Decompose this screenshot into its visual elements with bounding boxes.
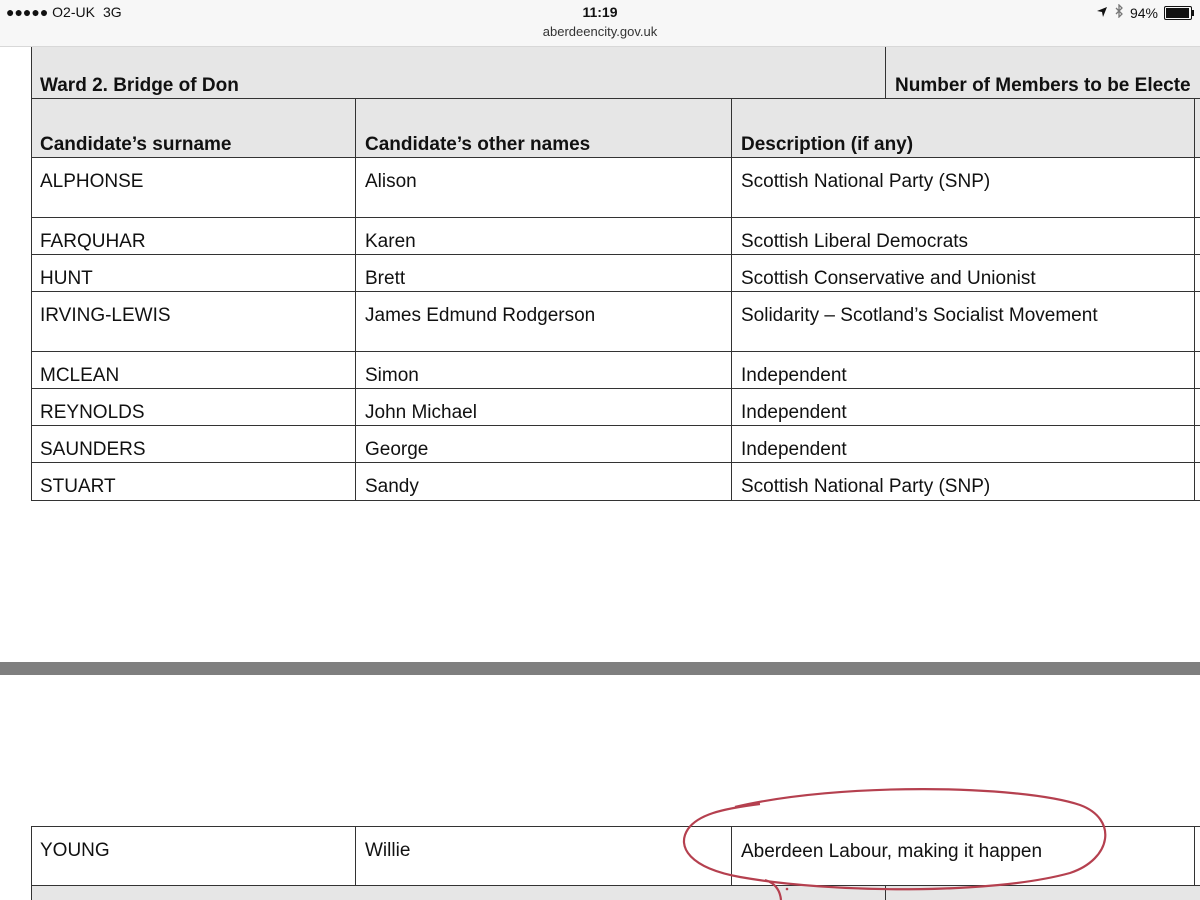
table-row-description: Scottish National Party (SNP)	[741, 476, 991, 497]
table-row-surname: SAUNDERS	[40, 439, 146, 460]
table-row-description: Scottish National Party (SNP)	[741, 171, 991, 192]
table-row-surname: ALPHONSE	[40, 171, 144, 192]
status-bar	[0, 0, 1200, 47]
table-row-surname: MCLEAN	[40, 365, 120, 386]
battery-percent: 94%	[1129, 4, 1158, 21]
address-bar-url[interactable]: aberdeencity.gov.uk	[542, 24, 658, 39]
row-divider	[31, 826, 1200, 827]
table-row-surname: STUART	[40, 476, 116, 497]
table-row-other-names: Alison	[365, 171, 417, 192]
table-row-surname: YOUNG	[40, 840, 110, 861]
carrier-name: ●●●●● O2-UK	[6, 4, 95, 20]
header-description: Description (if any)	[741, 134, 914, 155]
row-divider	[31, 157, 1200, 158]
row-divider	[31, 351, 1200, 352]
row-divider	[31, 291, 1200, 292]
header-surname: Candidate’s surname	[40, 134, 232, 155]
clock: 11:19	[582, 4, 618, 20]
bluetooth-icon	[1114, 4, 1124, 21]
table-row-description: Aberdeen Labour, making it happen	[741, 841, 1043, 862]
status-icons	[1096, 4, 1192, 21]
row-divider	[31, 425, 1200, 426]
table-row-surname: IRVING-LEWIS	[40, 305, 171, 326]
column-divider	[731, 826, 732, 886]
ward-title: Ward 2. Bridge of Don	[40, 75, 239, 96]
network-type: 3G	[102, 4, 122, 20]
battery-level-fill	[1166, 8, 1189, 18]
table-border-bottom	[31, 500, 1200, 501]
table-row-other-names: Sandy	[365, 476, 419, 497]
table-row-other-names: Willie	[365, 840, 411, 861]
handwritten-circle-annotation	[0, 47, 1200, 900]
row-divider	[31, 217, 1200, 218]
table-row-description: Independent	[741, 439, 847, 460]
table-row-description: Independent	[741, 402, 847, 423]
table-row-other-names: James Edmund Rodgerson	[365, 305, 596, 326]
table-row-other-names: George	[365, 439, 429, 460]
row-divider	[31, 98, 1200, 99]
column-divider	[731, 98, 732, 501]
table-row-description: Solidarity – Scotland’s Socialist Movement	[741, 305, 1098, 326]
column-divider	[1194, 98, 1195, 501]
battery-icon	[1164, 6, 1192, 20]
table-row-other-names: John Michael	[365, 402, 477, 423]
table-row-other-names: Simon	[365, 365, 419, 386]
table-row-other-names: Karen	[365, 231, 416, 252]
members-to-be-elected-label: Number of Members to be Electe	[895, 75, 1191, 96]
column-divider	[885, 886, 886, 900]
column-divider	[355, 826, 356, 886]
row-divider	[31, 388, 1200, 389]
column-divider	[355, 98, 356, 501]
location-arrow-icon	[1096, 5, 1108, 21]
row-divider	[31, 254, 1200, 255]
column-divider	[1194, 826, 1195, 886]
table-row-description: Independent	[741, 365, 847, 386]
table-row-other-names: Brett	[365, 268, 406, 289]
table-row-surname: FARQUHAR	[40, 231, 146, 252]
table-row-description: Scottish Conservative and Unionist	[741, 268, 1036, 289]
table-row-surname: REYNOLDS	[40, 402, 145, 423]
table-row-description: Scottish Liberal Democrats	[741, 231, 969, 252]
table-border-left	[31, 47, 32, 501]
table-row-surname: HUNT	[40, 268, 93, 289]
page-break	[0, 662, 1200, 675]
next-header-background	[32, 886, 1200, 900]
ward-header-divider	[885, 47, 886, 98]
header-other-names: Candidate’s other names	[365, 134, 591, 155]
row-divider	[31, 462, 1200, 463]
document-page	[0, 47, 1200, 900]
